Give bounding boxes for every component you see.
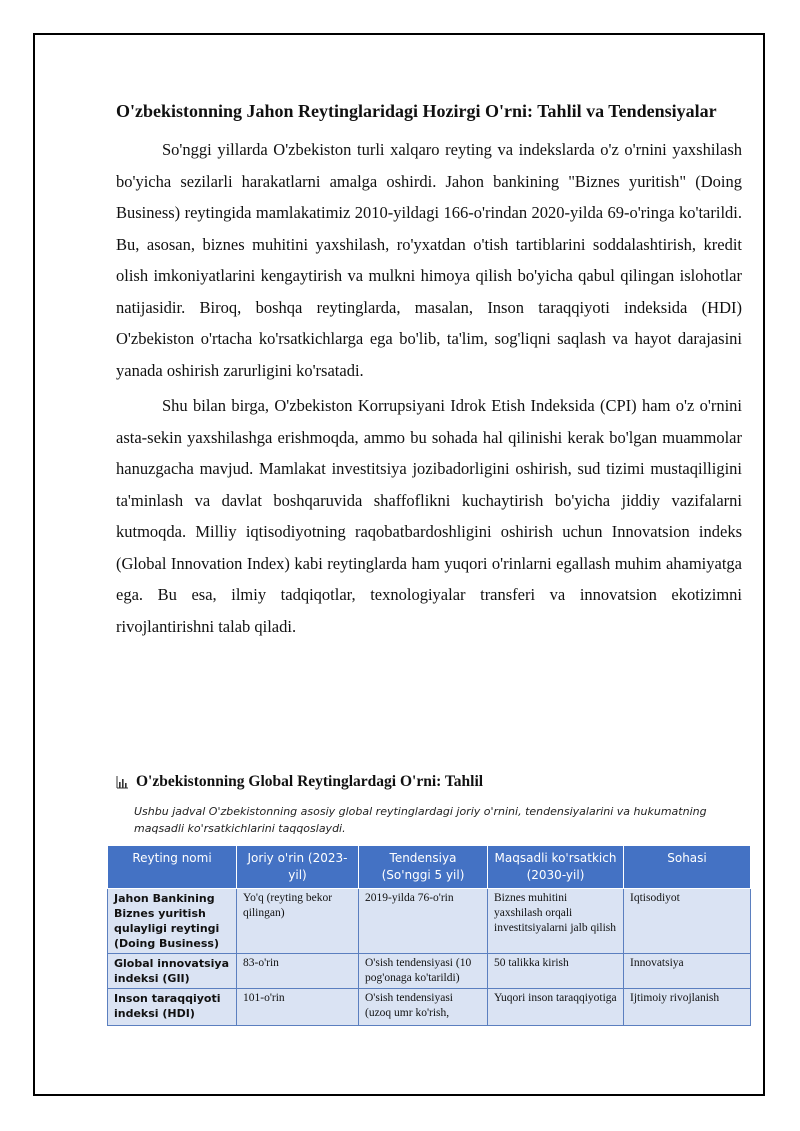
table-caption: Ushbu jadval O'zbekistonning asosiy global reytinglardagi joriy o'rnini, tendensiyalarini va hukumatning maqsadli ko'rsatkichlarini taqqoslaydi. — [134, 805, 707, 835]
table-cell: Jahon Bankining Biznes yuritish qulayligi reytingi (Doing Business) — [108, 889, 237, 954]
table-cell: Inson taraqqiyoti indeksi (HDI) — [108, 989, 237, 1026]
paragraph-2: Shu bilan birga, O'zbekiston Korrupsiyani Idrok Etish Indeksida (CPI) ham o'z o'rnini asta-sekin yaxshilashga erishmoqda, ammo bu sohada hal qilinishi kerak bo'lgan muammolar hanuzgacha mavjud. Mamlakat investitsiya jozibadorligini oshirish, sud tizimi mustaqilligini ta'minlash va davlat boshqaruvida shaffoflikni kuchaytirish bo'yicha jiddiy vazifalarni kutmoqda. Milliy iqtisodiyotning raqobatbardoshligini oshirish uchun Innovatsion indeks (Global Innovation Index) kabi reytinglarda ham yuqori o'rinlarni egallash muhim ahamiyatga ega. Bu esa, ilmiy tadqiqotlar, texnologiyalar transferi va innovatsion ekotizimni rivojlantirishni talab qiladi. — [116, 396, 742, 636]
column-header: Tendensiya (So'nggi 5 yil) — [359, 846, 488, 889]
bar-chart-icon — [116, 776, 128, 789]
ratings-table — [107, 845, 751, 1026]
table-row — [108, 989, 751, 1026]
table-header-row — [108, 846, 751, 889]
table-row — [108, 954, 751, 989]
table-cell: 50 talikka kirish — [488, 954, 624, 989]
table-cell: 2019-yilda 76-o'rin — [359, 889, 488, 954]
paragraph-1: So'nggi yillarda O'zbekiston turli xalqaro reyting va indekslarda o'z o'rnini yaxshilash bo'yicha sezilarli harakatlarni amalga oshirdi. Jahon bankining "Biznes yuritish" (Doing Business) reytingida mamlakatimiz 2010-yildagi 166-o'rindan 2020-yilda 69-o'ringa ko'tarildi. Bu, asosan, biznes muhitini yaxshilash, ro'yxatdan o'tish tartiblarini soddalashtirish, kredit olish imkoniyatlarini kengaytirish va mulkni himoya qilish bo'yicha qabul qilingan islohotlar natijasidir. Biroq, boshqa reytinglarda, masalan, Inson taraqqiyoti indeksida (HDI) O'zbekiston o'rtacha ko'rsatkichlarga ega bo'lib, ta'lim, sog'liqni saqlash va hayot darajasini yanada oshirish zarurligini ko'rsatadi. — [116, 140, 742, 380]
table-cell: O'sish tendensiyasi (uzoq umr ko'rish, — [359, 989, 488, 1026]
table-cell: 101-o'rin — [237, 989, 359, 1026]
table-cell: Yo'q (reyting bekor qilingan) — [237, 889, 359, 954]
table-heading-text: O'zbekistonning Global Reytinglardagi O'rni: Tahlil — [136, 773, 484, 790]
table-cell: 83-o'rin — [237, 954, 359, 989]
table-cell: Iqtisodiyot — [624, 889, 751, 954]
column-header: Reyting nomi — [108, 846, 237, 889]
table-cell: Global innovatsiya indeksi (GII) — [108, 954, 237, 989]
table-cell: Ijtimoiy rivojlanish — [624, 989, 751, 1026]
document-title: O'zbekistonning Jahon Reytinglaridagi Hozirgi O'rni: Tahlil va Tendensiyalar — [116, 101, 717, 121]
table-cell: Yuqori inson taraqqiyotiga — [488, 989, 624, 1026]
column-header: Maqsadli ko'rsatkich (2030-yil) — [488, 846, 624, 889]
document-body — [116, 98, 742, 646]
table-row — [108, 889, 751, 954]
table-cell: Innovatsiya — [624, 954, 751, 989]
column-header: Joriy o'rin (2023-yil) — [237, 846, 359, 889]
table-cell: O'sish tendensiyasi (10 pog'onaga ko'tarildi) — [359, 954, 488, 989]
table-cell: Biznes muhitini yaxshilash orqali investitsiyalarni jalb qilish — [488, 889, 624, 954]
column-header: Sohasi — [624, 846, 751, 889]
table-heading — [116, 773, 483, 791]
